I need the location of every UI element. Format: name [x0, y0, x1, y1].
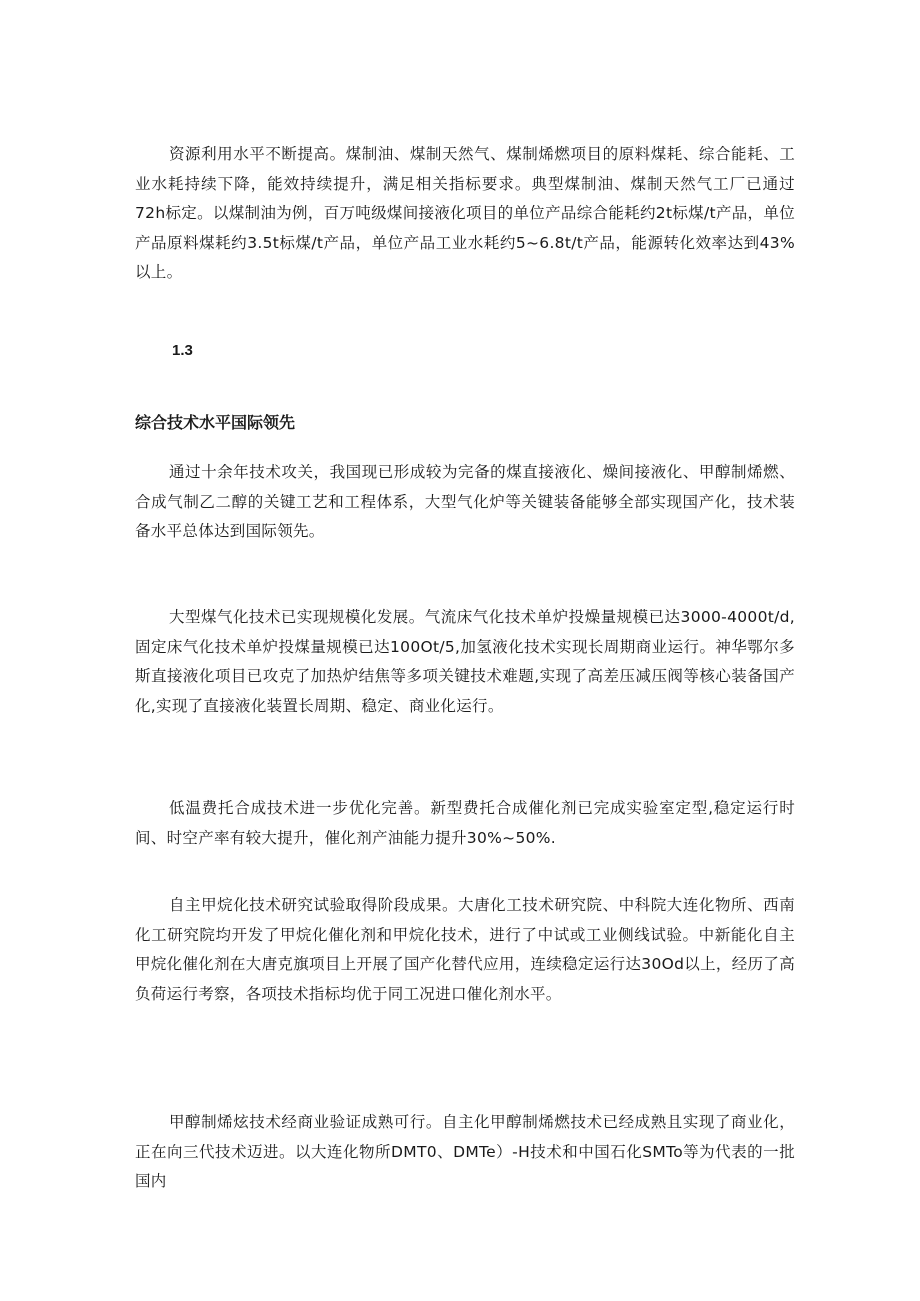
paragraph-methanation: 自主甲烷化技术研究试验取得阶段成果。大唐化工技术研究院、中科院大连化物所、西南化工研究院均开发了甲烷化催化剂和甲烷化技术，进行了中试或工业侧线试验。中新能化自主甲烷化催化剂在大唐克旗项目上开展了国产化替代应用，连续稳定运行达30Od以上，经历了高负荷运行考察，各项技术指标均优于同工况进口催化剂水平。	[135, 896, 795, 1003]
paragraph-methanol-to-olefins: 甲醇制烯炫技术经商业验证成熟可行。自主化甲醇制烯燃技术已经成熟且实现了商业化，正在向三代技术迈进。以大连化物所DMT0、DMTe）-H技术和中国石化SMTo等为代表的一批国内	[135, 1113, 795, 1190]
section-number: 1.3	[172, 342, 193, 359]
paragraph-tech-overview: 通过十余年技术攻关，我国现已形成较为完备的煤直接液化、燥间接液化、甲醇制烯燃、合成气制乙二醇的关键工艺和工程体系，大型气化炉等关键装备能够全部实现国产化，技术装备水平总体达到国际领先。	[135, 463, 795, 540]
paragraph-resource-utilization: 资源利用水平不断提高。煤制油、煤制天然气、煤制烯燃项目的原料煤耗、综合能耗、工业水耗持续下降，能效持续提升，满足相关指标要求。典型煤制油、煤制天然气工厂已通过72h标定。以煤制油为例，百万吨级煤间接液化项目的单位产品综合能耗约2t标煤/t产品，单位产品原料煤耗约3.5t标煤/t产品，单位产品工业水耗约5~6.8t/t产品，能源转化效率达到43%以上。	[135, 145, 795, 281]
paragraph-fischer-tropsch: 低温费托合成技术进一步优化完善。新型费托合成催化剂已完成实验室定型,稳定运行时间、时空产率有较大提升，催化剂产油能力提升30%~50%.	[135, 799, 795, 847]
paragraph-coal-gasification: 大型煤气化技术已实现规模化发展。气流床气化技术单炉投燥量规模已达3000-4000t/d,固定床气化技术单炉投煤量规模已达100Ot/5,加氢液化技术实现长周期商业运行。神华鄂尔多斯直接液化项目已攻克了加热炉结焦等多项关键技术难题,实现了高差压减压阀等核心装备国产化,实现了直接液化装置长周期、稳定、商业化运行。	[135, 608, 795, 715]
section-title: 综合技术水平国际领先	[135, 413, 296, 432]
